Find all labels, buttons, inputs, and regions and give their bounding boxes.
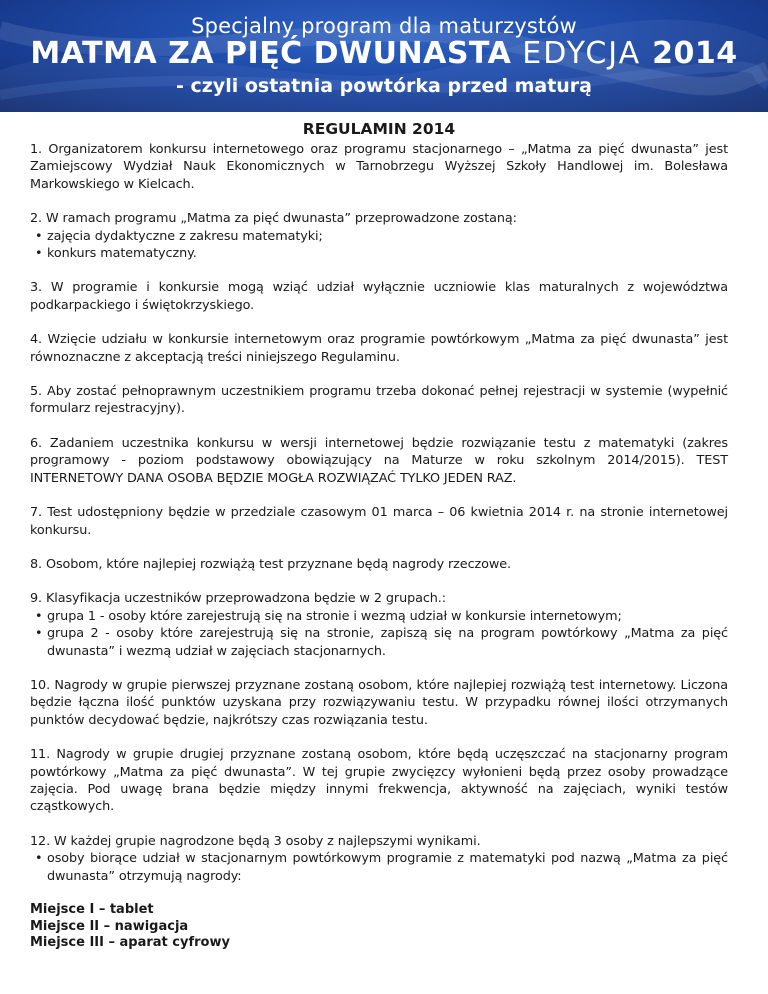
header-banner [0, 0, 768, 112]
paragraph-text: 1. Organizatorem konkursu internetowego oraz programu stacjonarnego – „Matma za pięć dwunasta” jest Zamiejscowy Wydział Nauk Ekonomicznych w Tarnobrzegu Wyższej Szkoły Handlowej im. Bolesława Markowskiego w Kielcach. [30, 142, 728, 192]
regulations-content [0, 120, 768, 952]
paragraph-5 [30, 383, 728, 418]
header-subtitle-bottom: - czyli ostatnia powtórka przed maturą [175, 75, 592, 97]
header-subtitle-top: Specjalny program dla maturzystów [191, 14, 577, 38]
header-title-edition: EDYCJA [522, 36, 642, 71]
bullet-list [30, 228, 728, 263]
bullet-item: • zajęcia dydaktyczne z zakresu matematyki; [30, 228, 728, 245]
paragraph-7 [30, 504, 728, 539]
paragraph-text: 5. Aby zostać pełnoprawnym uczestnikiem programu trzeba dokonać pełnej rejestracji w systemie (wypełnić formularz rejestracyjny). [30, 384, 728, 417]
header-title-main: MATMA ZA PIĘĆ DWUNASTA [30, 36, 512, 71]
bullet-item: • osoby biorące udział w stacjonarnym powtórkowym programie z matematyki pod nazwą „Matma za pięć dwunasta” otrzymują nagrody: [30, 850, 728, 885]
header-title [0, 36, 768, 71]
bullet-list [30, 850, 728, 885]
bullet-item: • konkurs matematyczny. [30, 245, 728, 262]
paragraph-4 [30, 331, 728, 366]
paragraph-3 [30, 279, 728, 314]
prize-first: Miejsce I – tablet [30, 902, 154, 917]
paragraph-9 [30, 590, 728, 660]
bullet-item: • grupa 2 - osoby które zarejestrują się na stronie, zapiszą się na program powtórkowy „Matma za pięć dwunasta” i wezmą udział w zajęciach stacjonarnych. [30, 625, 728, 660]
prize-second: Miejsce II – nawigacja [30, 918, 189, 934]
paragraph-text: 2. W ramach programu „Matma za pięć dwunasta” przeprowadzone zostaną: [30, 211, 517, 227]
paragraph-text: 11. Nagrody w grupie drugiej przyznane zostaną osobom, które będą uczęszczać na stacjonarny program powtórkowy „Matma za pięć dwunasta”. W tej grupie zwycięzcy wyłonieni będą przez osoby prowadzące zajęcia. Pod uwagę brana będzie między innymi frekwencja, aktywność na zajęciach, wyniki testów cząstkowych. [30, 747, 728, 815]
paragraph-text: 10. Nagrody w grupie pierwszej przyznane zostaną osobom, które najlepiej rozwiążą test internetowy. Liczona będzie łączna ilość punktów uzyskana przy rozwiązywaniu testu. W przypadku równej ilości otrzymanych punktów decydować będzie, najkrótszy czas rozwiązania testu. [30, 677, 728, 728]
paragraph-10 [30, 677, 728, 729]
bullet-item: • grupa 1 - osoby które zarejestrują się na stronie i wezmą udział w konkursie internetowym; [30, 608, 728, 625]
header-title-year: 2014 [652, 36, 738, 71]
paragraph-8 [30, 556, 728, 573]
paragraph-text: 7. Test udostępniony będzie w przedziale czasowym 01 marca – 06 kwietnia 2014 r. na stronie internetowej konkursu. [30, 505, 728, 538]
document-title: REGULAMIN 2014 [302, 120, 456, 138]
bullet-list [30, 608, 728, 660]
paragraph-12 [30, 833, 728, 885]
paragraph-text: 9. Klasyfikacja uczestników przeprowadzona będzie w 2 grupach.: [30, 591, 446, 607]
paragraph-1 [30, 141, 728, 193]
paragraph-11 [30, 746, 728, 816]
prize-third: Miejsce III – aparat cyfrowy [30, 935, 230, 950]
paragraph-text: 4. Wzięcie udziału w konkursie internetowym oraz programie powtórkowym „Matma za pięć dwunasta” jest równoznaczne z akceptacją treści niniejszego Regulaminu. [30, 332, 728, 365]
paragraph-text: 12. W każdej grupie nagrodzone będą 3 osoby z najlepszymi wynikami. [30, 833, 481, 849]
paragraph-6 [30, 435, 728, 487]
prizes-list [30, 902, 728, 952]
paragraph-text: 8. Osobom, które najlepiej rozwiążą test przyznane będą nagrody rzeczowe. [30, 556, 511, 572]
paragraph-text: 6. Zadaniem uczestnika konkursu w wersji internetowej będzie rozwiązanie testu z matematyki (zakres programowy - poziom podstawowy obowiązujący na Maturze w roku szkolnym 2014/2015). TEST INTERNETOWY DANA OSOBA BĘDZIE MOGŁA ROZWIĄZAĆ TYLKO JEDEN RAZ. [30, 435, 728, 486]
paragraph-2 [30, 210, 728, 262]
paragraph-text: 3. W programie i konkursie mogą wziąć udział wyłącznie uczniowie klas maturalnych z województwa podkarpackiego i świętokrzyskiego. [30, 280, 728, 313]
